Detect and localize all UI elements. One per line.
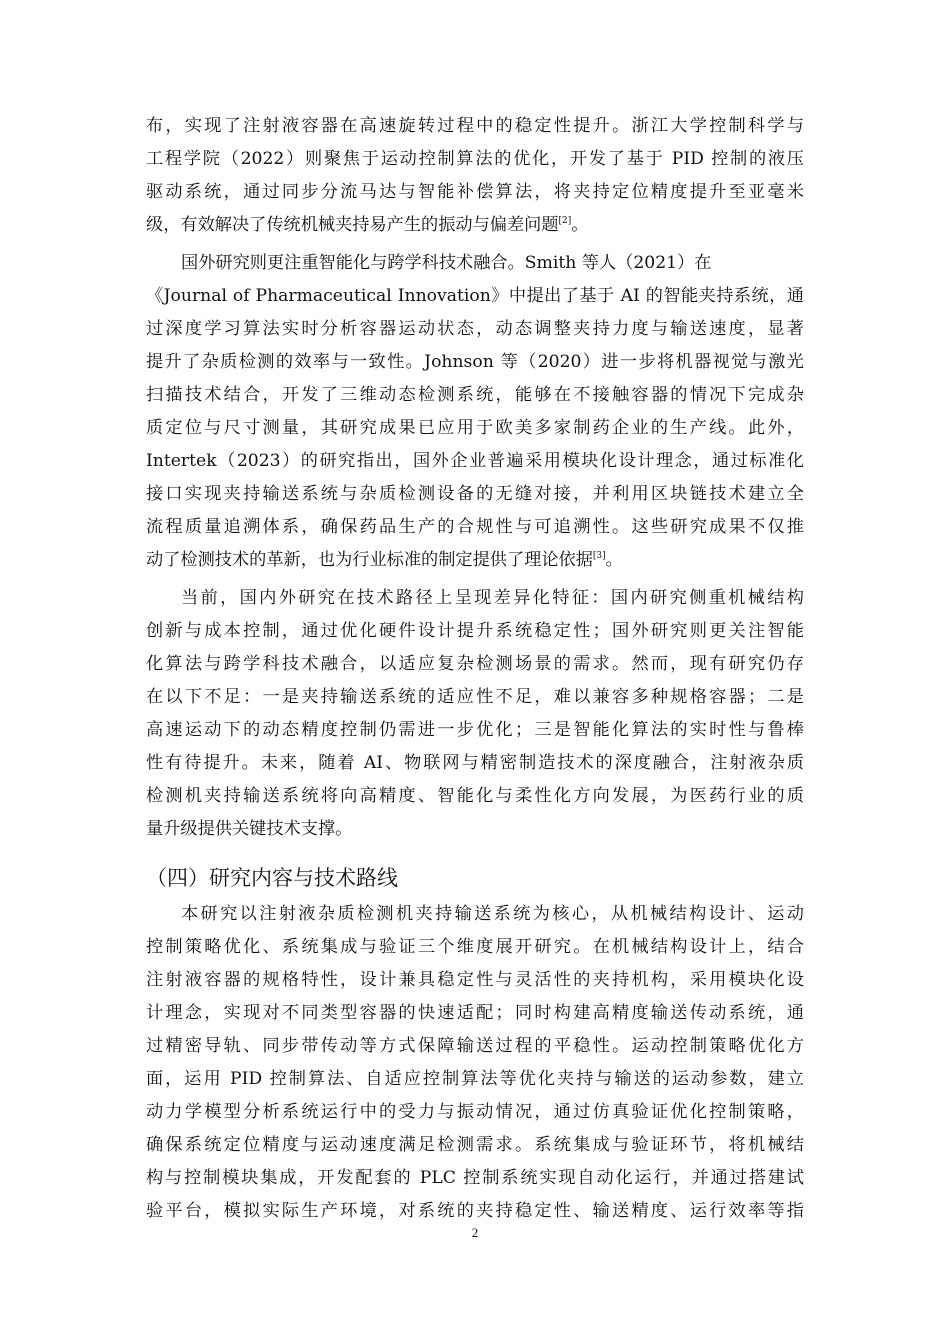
section-paragraph [146,898,804,1228]
text-line: 高速运动下的动态精度控制仍需进一步优化；三是智能化算法的实时性与鲁棒 [146,720,804,740]
text-line: 驱动系统，通过同步分流马达与智能补偿算法，将夹持定位精度提升至亚毫米 [146,182,804,202]
text-line: 确保系统定位精度与运动速度满足检测需求。系统集成与验证环节，将机械结 [146,1135,804,1155]
text-line: 验平台，模拟实际生产环境，对系统的夹持稳定性、输送精度、运行效率等指 [146,1201,804,1221]
text-line: 质定位与尺寸测量，其研究成果已应用于欧美多家制药企业的生产线。此外， [146,418,804,438]
text-line-last [146,209,804,242]
citation: [2] [558,216,572,226]
text-line: 过精密导轨、同步带传动等方式保障输送过程的平稳性。运动控制策略优化方 [146,1036,804,1056]
text-line: 《Journal of Pharmaceutical Innovation》中提出了基于 AI 的智能夹持系统，通 [146,286,804,306]
text-line: 接口实现夹持输送系统与杂质检测设备的无缝对接，并利用区块链技术建立全 [146,484,804,504]
page-number: 2 [471,1225,479,1240]
text-line: 工程学院（2022）则聚焦于运动控制算法的优化，开发了基于 PID 控制的液压 [146,149,804,169]
text-line: 构与控制模块集成，开发配套的 PLC 控制系统实现自动化运行，并通过搭建试 [146,1168,804,1188]
text-line: 控制策略优化、系统集成与验证三个维度展开研究。在机械结构设计上，结合 [146,937,804,957]
paragraph-2 [146,247,804,577]
text-line-content: 动了检测技术的革新，也为行业标准的制定提供了理论依据 [146,550,593,570]
text-line-last: 量升级提供关键技术支撑。 [146,819,353,839]
text-line: 注射液容器的规格特性，设计兼具稳定性与灵活性的夹持机构，采用模块化设 [146,970,804,990]
citation: [3] [592,551,606,561]
text-line: 检测机夹持输送系统将向高精度、智能化与柔性化方向发展，为医药行业的质 [146,786,804,806]
text-line: 计理念，实现对不同类型容器的快速适配；同时构建高精度输送传动系统，通 [146,1003,804,1023]
paragraph-3 [146,582,804,846]
text-line: Intertek（2023）的研究指出，国外企业普遍采用模块化设计理念，通过标准化 [146,451,804,471]
text-line: 当前，国内外研究在技术路径上呈现差异化特征：国内研究侧重机械结构 [181,588,804,608]
text-line: 本研究以注射液杂质检测机夹持输送系统为核心，从机械结构设计、运动 [181,904,804,924]
text-line-last [146,544,804,577]
text-line: 流程质量追溯体系，确保药品生产的合规性与可追溯性。这些研究成果不仅推 [146,517,804,537]
section-heading: （四）研究内容与技术路线 [146,866,398,890]
text-line: 布，实现了注射液容器在高速旋转过程中的稳定性提升。浙江大学控制科学与 [146,116,804,136]
text-line: 面，运用 PID 控制算法、自适应控制算法等优化夹持与输送的运动参数，建立 [146,1069,804,1089]
citation-tail: 。 [571,215,589,235]
text-line: 性有待提升。未来，随着 AI、物联网与精密制造技术的深度融合，注射液杂质 [146,753,804,773]
text-line: 动力学模型分析系统运行中的受力与振动情况，通过仿真验证优化控制策略， [146,1102,804,1122]
text-line: 提升了杂质检测的效率与一致性。Johnson 等（2020）进一步将机器视觉与激光 [146,352,804,372]
text-line: 在以下不足：一是夹持输送系统的适应性不足，难以兼容多种规格容器；二是 [146,687,804,707]
text-line-content: 级，有效解决了传统机械夹持易产生的振动与偏差问题 [146,215,559,235]
text-line: 国外研究则更注重智能化与跨学科技术融合。Smith 等人（2021）在 [181,253,712,273]
text-line: 化算法与跨学科技术融合，以适应复杂检测场景的需求。然而，现有研究仍存 [146,654,804,674]
paragraph-1 [146,110,804,242]
text-line: 创新与成本控制，通过优化硬件设计提升系统稳定性；国外研究则更关注智能 [146,621,804,641]
citation-tail: 。 [605,550,623,570]
text-line: 扫描技术结合，开发了三维动态检测系统，能够在不接触容器的情况下完成杂 [146,385,804,405]
text-line: 过深度学习算法实时分析容器运动状态，动态调整夹持力度与输送速度，显著 [146,319,804,339]
